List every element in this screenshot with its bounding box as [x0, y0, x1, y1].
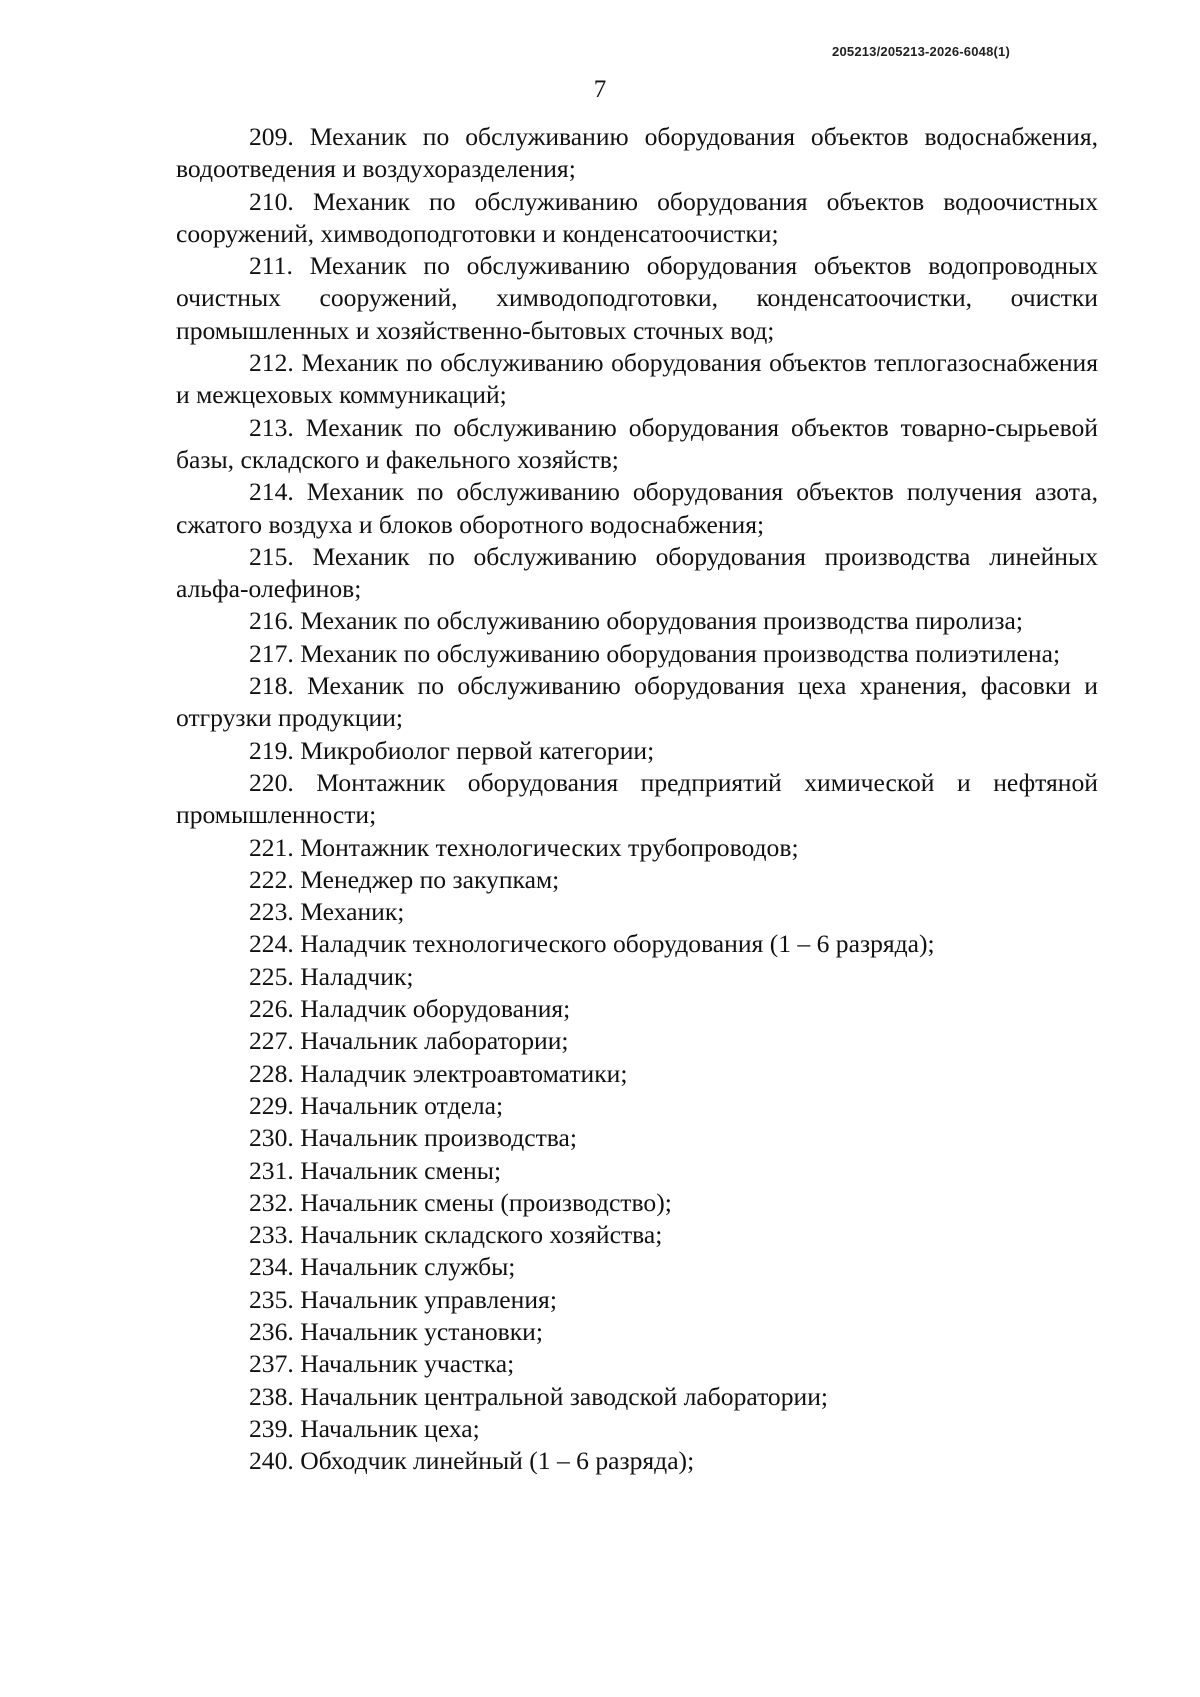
list-item: 230. Начальник производства;	[249, 1123, 577, 1153]
list-item: 213. Механик по обслуживанию оборудования объектов товарно-сырьевой базы, складского и факельного хозяйств;	[176, 412, 1098, 474]
list-item: 220. Монтажник оборудования предприятий химической и нефтяной промышленности;	[176, 767, 1098, 830]
list-item: 224. Наладчик технологического оборудования (1 – 6 разряда);	[249, 929, 935, 959]
list-item: 236. Начальник установки;	[249, 1316, 543, 1346]
list-item: 216. Механик по обслуживанию оборудования производства пиролиза;	[249, 606, 1023, 636]
list-item: 234. Начальник службы;	[249, 1252, 516, 1282]
document-id: 205213/205213-2026-6048(1)	[832, 44, 1010, 59]
list-item: 214. Механик по обслуживанию оборудования объектов получения азота, сжатого воздуха и блоков оборотного водоснабжения;	[176, 477, 1098, 539]
list-item: 217. Механик по обслуживанию оборудования производства полиэтилена;	[249, 638, 1061, 668]
list-item: 218. Механик по обслуживанию оборудования цеха хранения, фасовки и отгрузки продукции;	[176, 671, 1098, 733]
list-item: 211. Механик по обслуживанию оборудования объектов водопроводных очистных сооружений, химводоподготовки, конденсатоочистки, очистки промышленных и хозяйственно-бытовых сточных вод;	[176, 251, 1098, 345]
list-item: 221. Монтажник технологических трубопроводов;	[249, 832, 799, 862]
list-item: 238. Начальник центральной заводской лаборатории;	[249, 1381, 829, 1411]
list-item: 239. Начальник цеха;	[249, 1413, 480, 1443]
page-number: 7	[593, 76, 607, 103]
list-item: 232. Начальник смены (производство);	[249, 1187, 672, 1217]
list-item: 237. Начальник участка;	[249, 1349, 515, 1379]
position-list	[176, 121, 1098, 1477]
list-item: 227. Начальник лаборатории;	[249, 1026, 569, 1056]
list-item: 219. Микробиолог первой категории;	[249, 735, 655, 765]
list-item: 226. Наладчик оборудования;	[249, 994, 571, 1024]
list-item: 233. Начальник складского хозяйства;	[249, 1220, 663, 1250]
list-item: 229. Начальник отдела;	[249, 1090, 504, 1120]
list-item: 222. Менеджер по закупкам;	[249, 864, 560, 894]
list-item: 209. Механик по обслуживанию оборудования объектов водоснабжения, водоотведения и воздухоразделения;	[176, 122, 1098, 184]
list-item: 225. Наладчик;	[249, 961, 414, 991]
list-item: 215. Механик по обслуживанию оборудования производства линейных альфа-олефинов;	[176, 541, 1098, 604]
list-item: 212. Механик по обслуживанию оборудования объектов теплогазоснабжения и межцеховых коммуникаций;	[176, 348, 1098, 410]
list-item: 228. Наладчик электроавтоматики;	[249, 1058, 628, 1088]
list-item: 223. Механик;	[249, 897, 405, 927]
list-item: 210. Механик по обслуживанию оборудования объектов водоочистных сооружений, химводоподготовки и конденсатоочистки;	[176, 186, 1098, 248]
list-item: 240. Обходчик линейный (1 – 6 разряда);	[249, 1446, 695, 1476]
list-item: 231. Начальник смены;	[249, 1155, 502, 1185]
list-item: 235. Начальник управления;	[249, 1284, 557, 1314]
